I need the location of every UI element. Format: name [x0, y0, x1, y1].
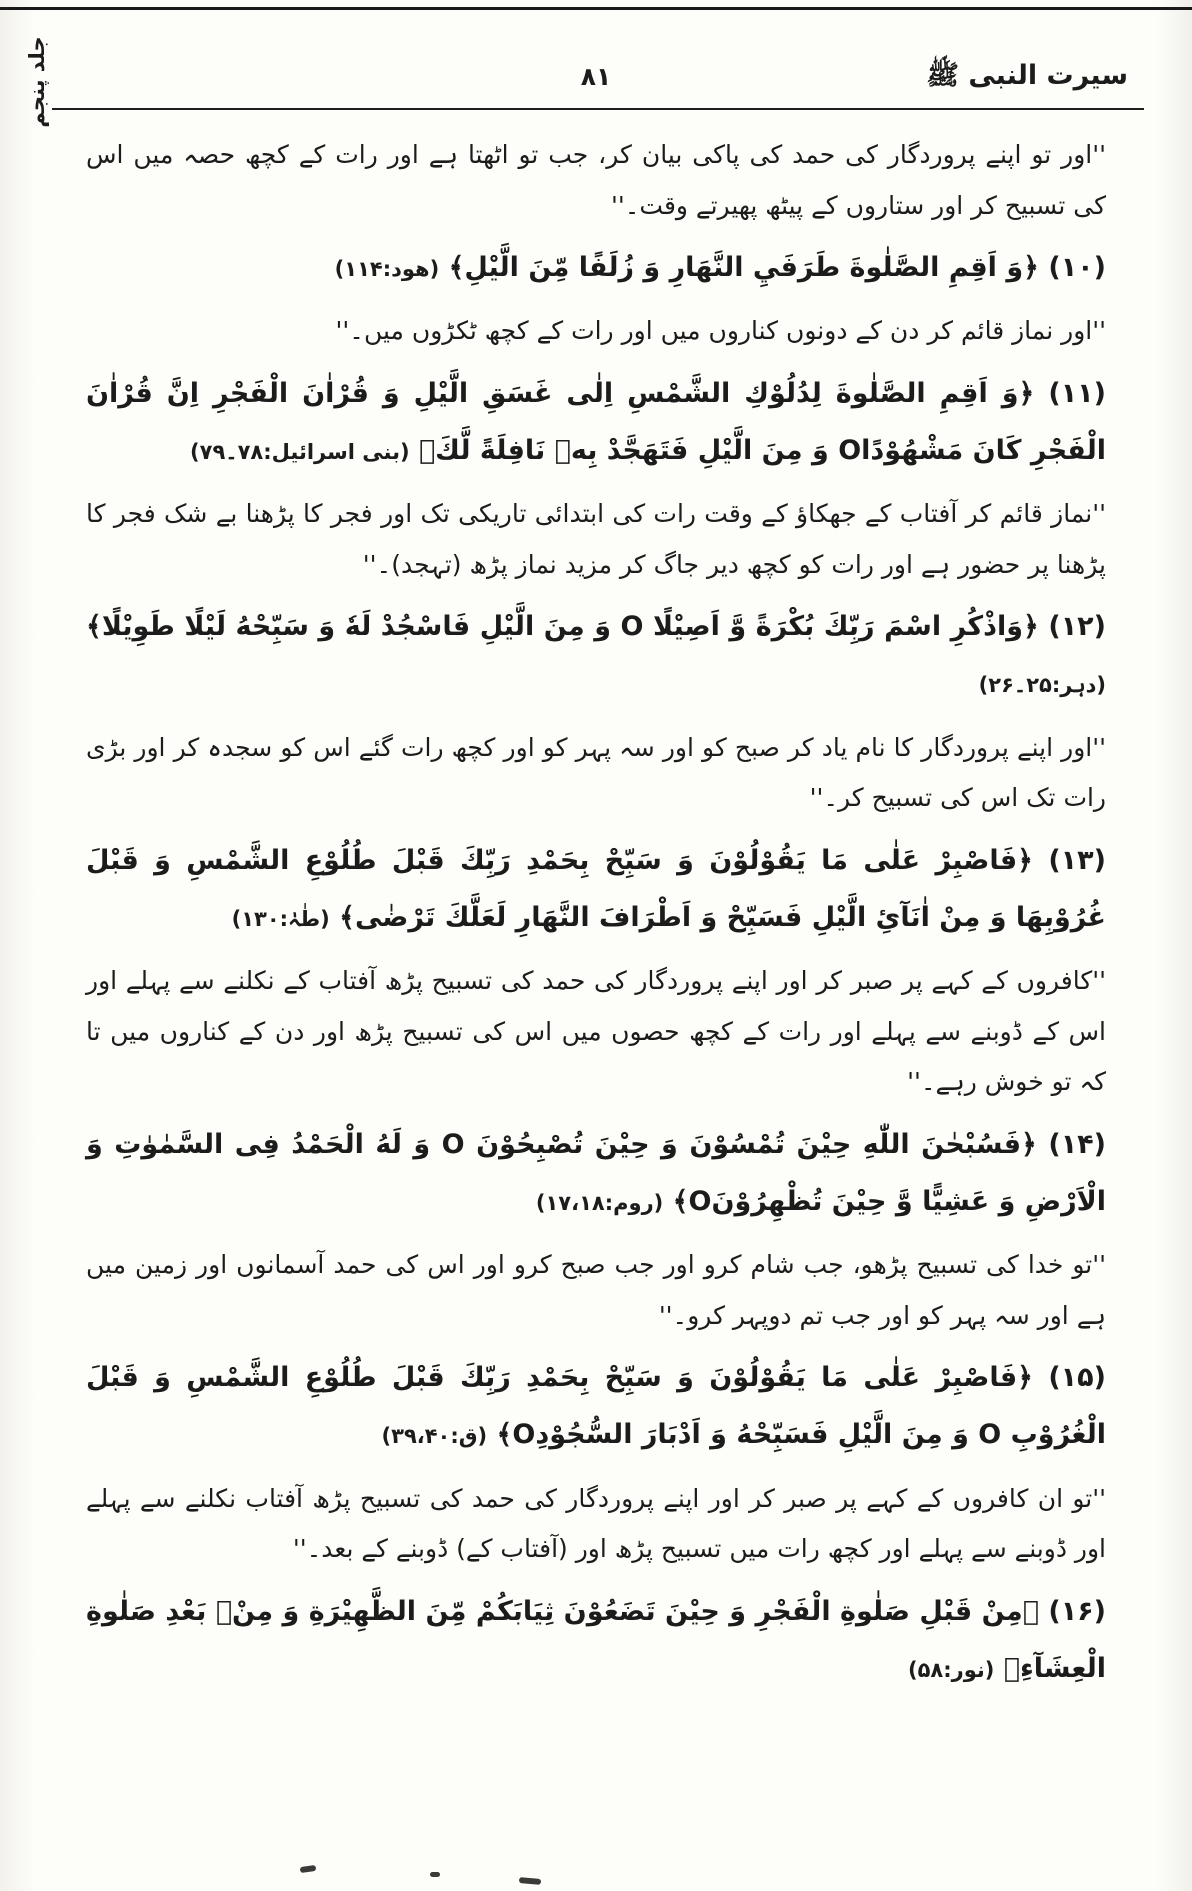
quran-verse [86, 239, 1106, 296]
quran-verse [86, 832, 1106, 946]
quran-verse [86, 1349, 1106, 1463]
urdu-translation: ''تو ان کافروں کے کہے پر صبر کر اور اپنے پروردگار کی حمد کی تسبیح پڑھ آفتاب نکلنے سے پہلے اور ڈوبنے سے پہلے اور کچھ رات میں تسبیح پڑھ اور (آفتاب کے) ڈوبنے کے بعد۔'' [86, 1483, 1106, 1564]
page-number: ٨١ [580, 62, 612, 91]
quran-verse [86, 1583, 1106, 1697]
urdu-translation: ''تو خدا کی تسبیح پڑھو، جب شام کرو اور جب صبح کرو اور اس کی حمد آسمانوں اور زمین میں ہے اور سہ پہر کو اور جب تم دوپہر کرو۔'' [86, 1250, 1106, 1330]
verse-arabic-text: ﴿وَاذْكُرِ اسْمَ رَبِّكَ بُكْرَةً وَّ اَصِيْلًا O وَ مِنَ الَّيْلِ فَاسْجُدْ لَهٗ وَ سَبِّحْهُ لَيْلًا طَوِيْلًا﴾ [86, 611, 1039, 643]
verse-arabic-text: ﴿فَسُبْحٰنَ اللّٰهِ حِيْنَ تُمْسُوْنَ وَ حِيْنَ تُصْبِحُوْنَ O وَ لَهُ الْحَمْدُ فِى السَّمٰوٰتِ وَ الْاَرْضِ وَ عَشِيًّا وَّ حِيْنَ تُظْهِرُوْنَO﴾ [86, 1128, 1106, 1217]
verse-number: (۱۰) [1038, 252, 1106, 283]
page-content [86, 126, 1106, 1707]
quran-verse [86, 365, 1106, 479]
verse-arabic-text: ﴿فَاصْبِرْ عَلٰى مَا يَقُوْلُوْنَ وَ سَبِّحْ بِحَمْدِ رَبِّكَ قَبْلَ طُلُوْعِ الشَّمْسِ وَ قَبْلَ غُرُوْبِهَا وَ مِنْ اٰنَآئِ الَّيْلِ فَسَبِّحْ وَ اَطْرَافَ النَّهَارِ لَعَلَّكَ تَرْضٰى﴾ [86, 844, 1106, 933]
scan-artifact [300, 1865, 317, 1873]
verse-number: (۱۲) [1038, 611, 1106, 643]
book-title: سیرت النبی ﷺ [926, 60, 1128, 91]
urdu-translation: ''نماز قائم کر آفتاب کے جھکاؤ کے وقت رات کی ابتدائی تاریکی تک اور فجر کا پڑھنا بے شک فجر کا پڑھنا پر حضور ہے اور رات کو کچھ دیر جاگ کر مزید نماز پڑھ (تہجد)۔'' [86, 499, 1106, 579]
urdu-translation: ''کافروں کے کہے پر صبر کر اور اپنے پروردگار کی حمد کی تسبیح پڑھ آفتاب کے نکلنے سے پہلے اور اس کے ڈوبنے سے پہلے اور رات کے کچھ حصوں میں اس کی تسبیح پڑھ اور دن کے کناروں میں تا کہ تو خوش رہے۔'' [86, 966, 1106, 1097]
verse-number: (۱۵) [1033, 1362, 1106, 1394]
verse-reference: (هود:۱۱۴) [334, 257, 440, 281]
scan-artifact [519, 1877, 541, 1885]
verse-reference: (ق:۳۹،۴۰) [381, 1424, 488, 1449]
verse-reference: (نور:۵۸) [907, 1657, 995, 1682]
verse-arabic-text: ﴿وَ اَقِمِ الصَّلٰوةَ طَرَفَيِ النَّهَارِ وَ زُلَفًا مِّنَ الَّيْلِ﴾ [439, 252, 1039, 283]
verse-reference: (بنی اسرائیل:۷۸۔۷۹) [190, 439, 410, 464]
scan-artifact [430, 1872, 440, 1877]
urdu-translation: ''اور نماز قائم کر دن کے دونوں کناروں میں اور رات کے کچھ ٹکڑوں میں۔'' [335, 316, 1106, 346]
verse-reference: (طٰہٰ:۱۳۰) [231, 906, 330, 931]
quran-verse [86, 598, 1106, 712]
verse-arabic-text: ﴿فَاصْبِرْ عَلٰى مَا يَقُوْلُوْنَ وَ سَبِّحْ بِحَمْدِ رَبِّكَ قَبْلَ طُلُوْعِ الشَّمْسِ وَ قَبْلَ الْغُرُوْبِ O وَ مِنَ الَّيْلِ فَسَبِّحْهُ وَ اَدْبَارَ السُّجُوْدِO﴾ [86, 1362, 1106, 1451]
urdu-translation: ''اور تو اپنے پروردگار کی حمد کی پاکی بیان کر، جب تو اٹھتا ہے اور رات کے کچھ حصہ میں اس کی تسبیح کر اور ستاروں کے پیٹھ پھیرتے وقت۔'' [86, 140, 1106, 220]
top-border-line [0, 7, 1192, 10]
verse-number: (۱۴) [1036, 1128, 1106, 1160]
volume-label: جلد پنجم [25, 36, 49, 128]
verse-reference: (روم:۱۷،۱۸) [535, 1190, 664, 1215]
verse-number: (۱۳) [1033, 844, 1106, 876]
urdu-translation: ''اور اپنے پروردگار کا نام یاد کر صبح کو اور سہ پہر کو اور کچھ رات گئے اس کو سجدہ کر اور بڑی رات تک اس کی تسبیح کر۔'' [86, 732, 1106, 813]
header-divider-line [52, 108, 1144, 110]
verse-arabic-text: ﴿وَ اَقِمِ الصَّلٰوةَ لِدُلُوْكِ الشَّمْسِ اِلٰى غَسَقِ الَّيْلِ وَ قُرْاٰنَ الْفَجْرِ اِنَّ قُرْاٰنَ الْفَجْرِ كَانَ مَشْهُوْدًاO وَ مِنَ الَّيْلِ فَتَهَجَّدْ بِهٖ نَافِلَةً لَّكَ﴾ [86, 377, 1106, 466]
verse-number: (۱۶) [1038, 1595, 1107, 1627]
verse-number: (۱۱) [1034, 377, 1106, 409]
verse-arabic-text: ﴿مِنْ قَبْلِ صَلٰوةِ الْفَجْرِ وَ حِيْنَ تَضَعُوْنَ ثِيَابَكُمْ مِّنَ الظَّهِيْرَةِ وَ مِنْۢ بَعْدِ صَلٰوةِ الْعِشَآءِ﴾ [86, 1595, 1106, 1684]
verse-reference: (دہر:۲۵۔۲۶) [978, 673, 1106, 698]
quran-verse [86, 1116, 1106, 1230]
